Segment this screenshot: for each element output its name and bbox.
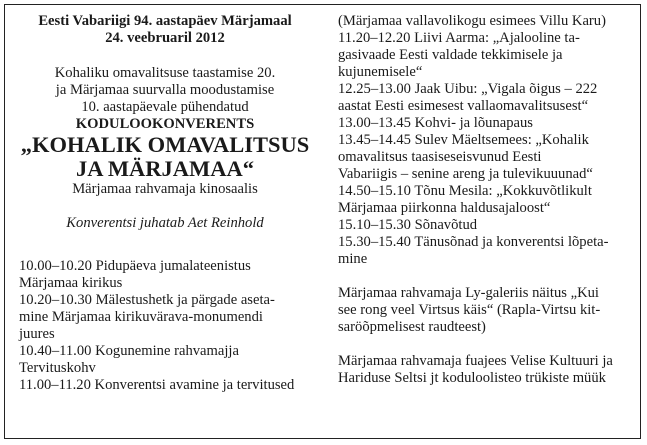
schedule-line: 13.45–14.45 Sulev Mäeltsemees: „Kohalik (338, 132, 589, 148)
intro-line-1: Kohaliku omavalitsuse taastamise 20. (54, 65, 276, 81)
conference-title-line-2: JA MÄRJAMAA“ (75, 156, 255, 181)
sale-line-2: Hariduse Seltsi jt koduloolisteo trükiste müük (338, 370, 606, 386)
header-line-1: Eesti Vabariigi 94. aastapäev Märjamaal (38, 13, 292, 29)
schedule-line: aastat Eesti esimesest vallaomavalitsusest“ (338, 98, 589, 114)
schedule-line: 10.20–10.30 Mälestushetk ja pärgade aseta- (19, 292, 275, 308)
schedule-line: 14.50–15.10 Tõnu Mesila: „Kokkuvõtlikult (338, 183, 592, 199)
schedule-line: 15.10–15.30 Sõnavõtud (338, 217, 478, 233)
right-column (338, 13, 638, 387)
schedule-line: Vabariigis – senine areng ja tulevikuuunad“ (338, 166, 593, 182)
exhibition-line-1: Märjamaa rahvamaja Ly-galeriis näitus „Kui (338, 285, 599, 301)
schedule-line: 11.00–11.20 Konverentsi avamine ja tervitused (19, 377, 295, 393)
schedule-line: gasivaade Eesti valdade tekkimisele ja (338, 47, 563, 63)
schedule-line: 10.00–10.20 Pidupäeva jumalateenistus (19, 258, 251, 274)
sale-line-1: Märjamaa rahvamaja fuajees Velise Kultuuri ja (338, 353, 613, 369)
conference-title-line-1: „KOHALIK OMAVALITSUS (20, 132, 310, 157)
schedule-line: mine (338, 251, 368, 267)
intro-line-2: ja Märjamaa suurvalla moodustamise (55, 82, 275, 98)
left-column (19, 13, 311, 394)
schedule-line: 12.25–13.00 Jaak Uibu: „Vigala õigus – 222 (338, 81, 598, 97)
header-line-2: 24. veebruaril 2012 (105, 30, 225, 46)
exhibition-line-3: saröõpmelisest raudteest) (338, 319, 486, 335)
announcement-frame (4, 4, 641, 439)
intro-line-3: 10. aastapäevale pühendatud (81, 99, 249, 115)
schedule-line: kujunemisele“ (338, 64, 423, 80)
schedule-line: 15.30–15.40 Tänusõnad ja konverentsi lõpeta- (338, 234, 609, 250)
venue: Märjamaa rahvamaja kinosaalis (72, 181, 258, 197)
schedule-line: Märjamaa kirikus (19, 275, 123, 291)
schedule-line: omavalitsus taasiseseisvunud Eesti (338, 149, 542, 165)
schedule-line: Märjamaa piirkonna haldusajaloost“ (338, 200, 551, 216)
conference-label: KODULOOKONVERENTS (75, 116, 255, 132)
schedule-line: (Märjamaa vallavolikogu esimees Villu Karu) (338, 13, 606, 29)
host: Konverentsi juhatab Aet Reinhold (66, 215, 264, 231)
schedule-line: juures (19, 326, 55, 342)
schedule-line: 10.40–11.00 Kogunemine rahvamajja (19, 343, 239, 359)
schedule-line: mine Märjamaa kirikuvärava-monumendi (19, 309, 263, 325)
exhibition-line-2: see rong veel Virtsus käis“ (Rapla-Virtsu kit- (338, 302, 601, 318)
schedule-line: Tervituskohv (19, 360, 96, 376)
schedule-line: 13.00–13.45 Kohvi- ja lõunapaus (338, 115, 533, 131)
schedule-line: 11.20–12.20 Liivi Aarma: „Ajalooline ta- (338, 30, 580, 46)
